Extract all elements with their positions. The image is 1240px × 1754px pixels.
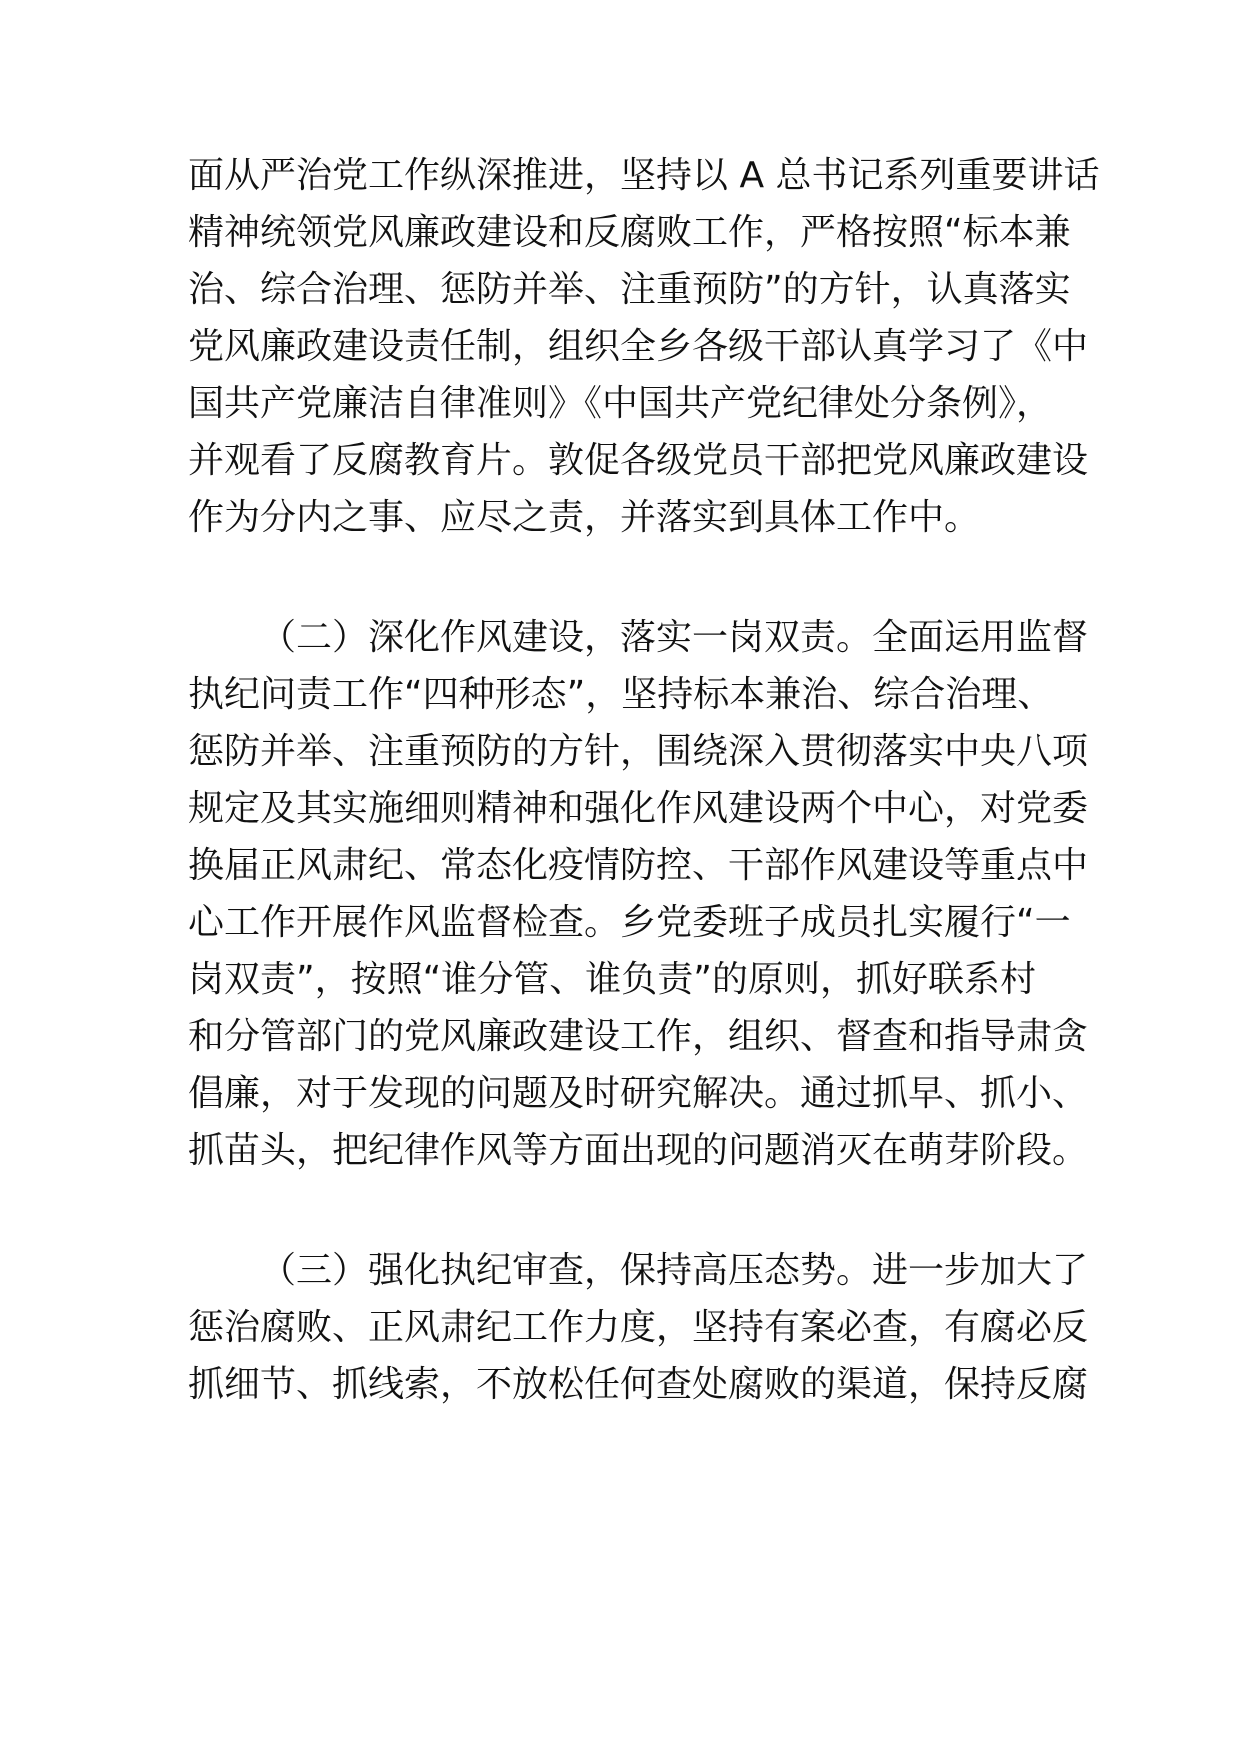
paragraph-1-line-7: 作为分内之事、应尽之责，并落实到具体工作中。 bbox=[188, 497, 981, 538]
paragraph-3-line-2: 惩治腐败、正风肃纪工作力度，坚持有案必查，有腐必反 bbox=[188, 1307, 1089, 1348]
paragraph-3-line-1: （三）强化执纪审查，保持高压态势。进一步加大了 bbox=[260, 1250, 1089, 1291]
paragraph-2-line-6: 心工作开展作风监督检查。乡党委班子成员扎实履行“一 bbox=[188, 902, 1071, 943]
paragraph-1-line-4: 党风廉政建设责任制，组织全乡各级干部认真学习了《中 bbox=[188, 326, 1089, 367]
paragraph-3-line-3: 抓细节、抓线索，不放松任何查处腐败的渠道，保持反腐 bbox=[188, 1364, 1089, 1405]
paragraph-1-line-6: 并观看了反腐教育片。敦促各级党员干部把党风廉政建设 bbox=[188, 440, 1089, 481]
paragraph-2-line-4: 规定及其实施细则精神和强化作风建设两个中心，对党委 bbox=[188, 788, 1089, 829]
paragraph-2-line-8: 和分管部门的党风廉政建设工作，组织、督查和指导肃贪 bbox=[188, 1016, 1089, 1057]
paragraph-2-line-5: 换届正风肃纪、常态化疫情防控、干部作风建设等重点中 bbox=[188, 845, 1089, 886]
paragraph-2-line-1: （二）深化作风建设，落实一岗双责。全面运用监督 bbox=[260, 617, 1089, 658]
paragraph-2-line-2: 执纪问责工作“四种形态”，坚持标本兼治、综合治理、 bbox=[188, 674, 1054, 715]
paragraph-2-line-10: 抓苗头，把纪律作风等方面出现的问题消灭在萌芽阶段。 bbox=[188, 1130, 1089, 1171]
paragraph-1-line-2: 精神统领党风廉政建设和反腐败工作，严格按照“标本兼 bbox=[188, 212, 1071, 253]
paragraph-1-line-1: 面从严治党工作纵深推进，坚持以 A 总书记系列重要讲话 bbox=[188, 155, 1100, 196]
paragraph-1-line-5: 国共产党廉洁自律准则》《中国共产党纪律处分条例》， bbox=[188, 383, 1053, 424]
paragraph-2-line-3: 惩防并举、注重预防的方针，围绕深入贯彻落实中央八项 bbox=[188, 731, 1089, 772]
paragraph-1-line-3: 治、综合治理、惩防并举、注重预防”的方针，认真落实 bbox=[188, 269, 1071, 310]
paragraph-2-line-7: 岗双责”，按照“谁分管、谁负责”的原则，抓好联系村 bbox=[188, 959, 1036, 1000]
paragraph-2-line-9: 倡廉，对于发现的问题及时研究解决。通过抓早、抓小、 bbox=[188, 1073, 1089, 1114]
